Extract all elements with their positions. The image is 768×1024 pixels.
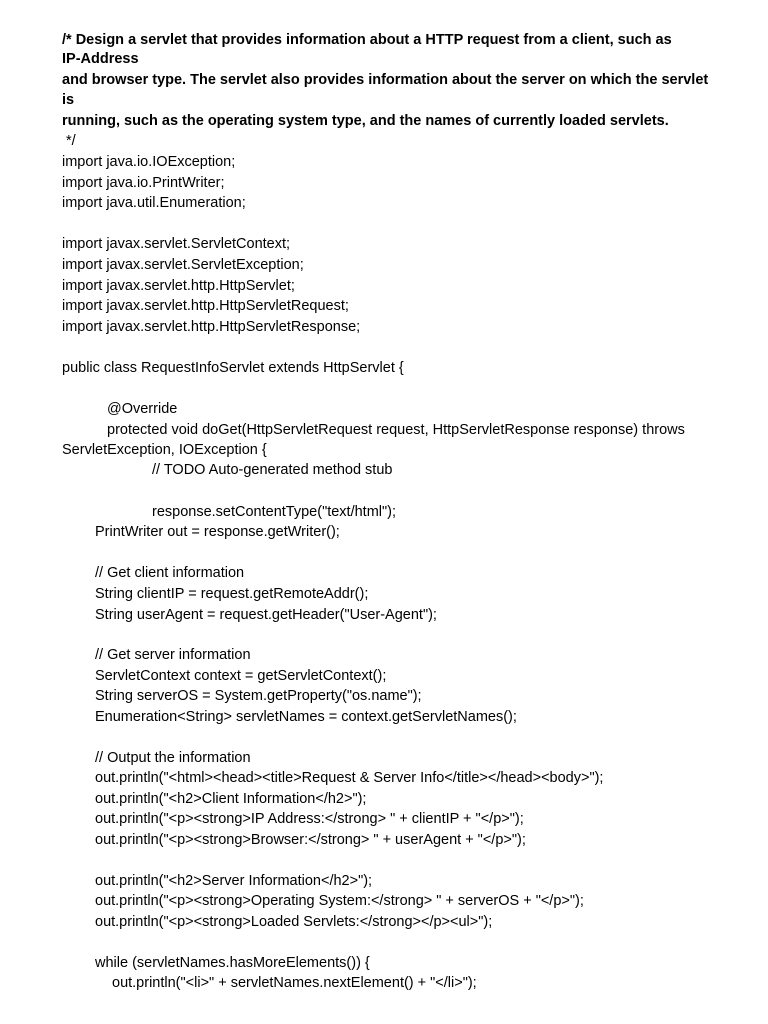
- import-line: import javax.servlet.ServletContext;: [62, 236, 291, 252]
- code-line: String clientIP = request.getRemoteAddr();: [95, 586, 369, 602]
- code-line: out.println("<p><strong>Loaded Servlets:</strong></p><ul>");: [95, 914, 493, 930]
- comment-line-4: is: [62, 92, 75, 108]
- method-signature-cont: ServletException, IOException {: [62, 442, 267, 458]
- comment-end: */: [62, 133, 76, 149]
- code-comment: // Output the information: [95, 750, 251, 766]
- code-line: out.println("<p><strong>IP Address:</strong> " + clientIP + "</p>");: [95, 811, 524, 827]
- method-signature: protected void doGet(HttpServletRequest request, HttpServletResponse response) throws: [107, 422, 685, 438]
- code-line: Enumeration<String> servletNames = context.getServletNames();: [95, 709, 517, 725]
- code-line: String userAgent = request.getHeader("User-Agent");: [95, 607, 437, 623]
- code-line: response.setContentType("text/html");: [152, 504, 397, 520]
- code-line: out.println("<p><strong>Browser:</strong> " + userAgent + "</p>");: [95, 832, 526, 848]
- comment-line-5: running, such as the operating system type, and the names of currently loaded servlets.: [62, 113, 669, 129]
- import-line: import java.io.PrintWriter;: [62, 175, 225, 191]
- code-line: out.println("<h2>Client Information</h2>");: [95, 791, 367, 807]
- code-comment: // Get client information: [95, 565, 245, 581]
- code-line: ServletContext context = getServletContext();: [95, 668, 387, 684]
- comment-line-1: /* Design a servlet that provides information about a HTTP request from a client, such as: [62, 32, 672, 48]
- class-declaration: public class RequestInfoServlet extends HttpServlet {: [62, 360, 404, 376]
- import-line: import javax.servlet.http.HttpServletRequest;: [62, 298, 349, 314]
- import-line: import javax.servlet.http.HttpServletResponse;: [62, 319, 361, 335]
- code-line: PrintWriter out = response.getWriter();: [95, 524, 340, 540]
- code-line: out.println("<li>" + servletNames.nextElement() + "</li>");: [112, 975, 477, 991]
- annotation-line: @Override: [107, 401, 178, 417]
- comment-line-2: IP-Address: [62, 51, 139, 67]
- code-line: String serverOS = System.getProperty("os.name");: [95, 688, 422, 704]
- code-line: while (servletNames.hasMoreElements()) {: [95, 955, 370, 971]
- import-line: import java.io.IOException;: [62, 154, 236, 170]
- comment-line-3: and browser type. The servlet also provides information about the server on which the servlet: [62, 72, 709, 88]
- import-line: import javax.servlet.http.HttpServlet;: [62, 278, 295, 294]
- code-line: out.println("<p><strong>Operating System:</strong> " + serverOS + "</p>");: [95, 893, 584, 909]
- code-comment: // TODO Auto-generated method stub: [152, 462, 393, 478]
- import-line: import java.util.Enumeration;: [62, 195, 246, 211]
- import-line: import javax.servlet.ServletException;: [62, 257, 304, 273]
- code-line: out.println("<html><head><title>Request & Server Info</title></head><body>");: [95, 770, 604, 786]
- code-line: out.println("<h2>Server Information</h2>");: [95, 873, 373, 889]
- code-comment: // Get server information: [95, 647, 251, 663]
